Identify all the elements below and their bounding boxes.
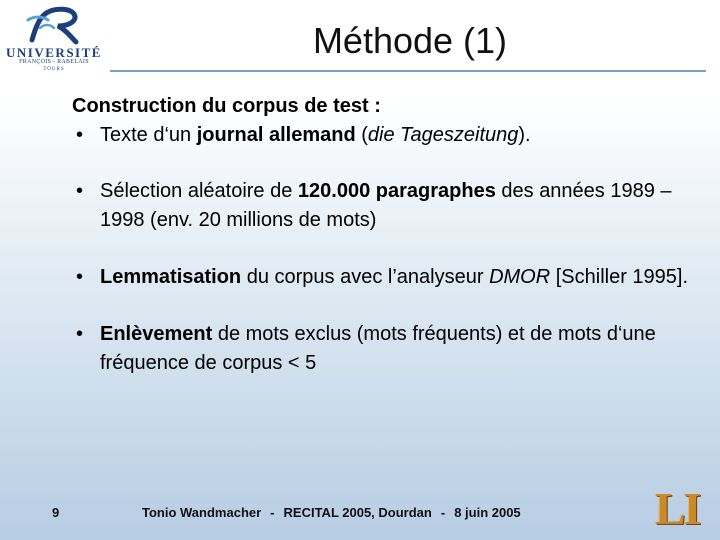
bullet-item	[72, 177, 692, 235]
bullet-dot: •	[76, 323, 84, 345]
bullet-italic-text: DMOR	[489, 266, 551, 288]
bullet-text: Sélection aléatoire de	[100, 180, 298, 202]
section-heading: Construction du corpus de test :	[72, 95, 381, 117]
footer-date: 8 juin 2005	[454, 505, 521, 520]
bullet-dot: •	[76, 124, 84, 146]
footer-text	[142, 505, 521, 520]
footer-separator: -	[440, 505, 446, 520]
bullet-bold-text: Enlèvement	[100, 323, 213, 345]
bullet-bold-text: 120.000 paragraphes	[297, 180, 496, 202]
university-name: UNIVERSITÉ	[6, 45, 102, 60]
footer-separator: -	[270, 505, 275, 520]
bullet-text: (	[355, 124, 368, 146]
bullet-bold-text: journal allemand	[196, 124, 356, 146]
bullet-text: ).	[518, 124, 531, 146]
slide-title: Méthode (1)	[312, 20, 508, 61]
footer-event: RECITAL 2005, Dourdan	[283, 505, 432, 520]
bullet-text: des années 1989 – 1998 (env. 20 millions de mots)	[100, 180, 672, 231]
footer-author: Tonio Wandmacher	[142, 505, 262, 520]
r-emblem-icon	[26, 6, 82, 46]
bullet-text: Texte d‘un	[100, 124, 197, 146]
title-divider	[110, 70, 706, 72]
bullet-text: du corpus avec l’analyseur	[241, 266, 490, 288]
university-subname: FRANÇOIS - RABELAIS	[19, 59, 89, 65]
university-logo	[4, 4, 104, 76]
bullet-dot: •	[76, 180, 84, 202]
bullet-dot: •	[76, 266, 84, 288]
bullet-item	[72, 320, 692, 378]
university-city: TOURS	[43, 67, 65, 72]
li-logo: LI	[655, 483, 700, 534]
bullet-item	[72, 121, 692, 150]
bullet-text: de mots exclus (mots fréquents) et de mots d‘une fréquence de corpus < 5	[100, 323, 656, 374]
bullet-bold-text: Lemmatisation	[100, 266, 242, 288]
bullet-text: [Schiller 1995].	[550, 266, 689, 288]
page-number: 9	[52, 505, 60, 520]
slide-body	[72, 92, 692, 406]
bullet-item	[72, 263, 692, 292]
bullet-italic-text: die Tageszeitung	[367, 124, 519, 146]
